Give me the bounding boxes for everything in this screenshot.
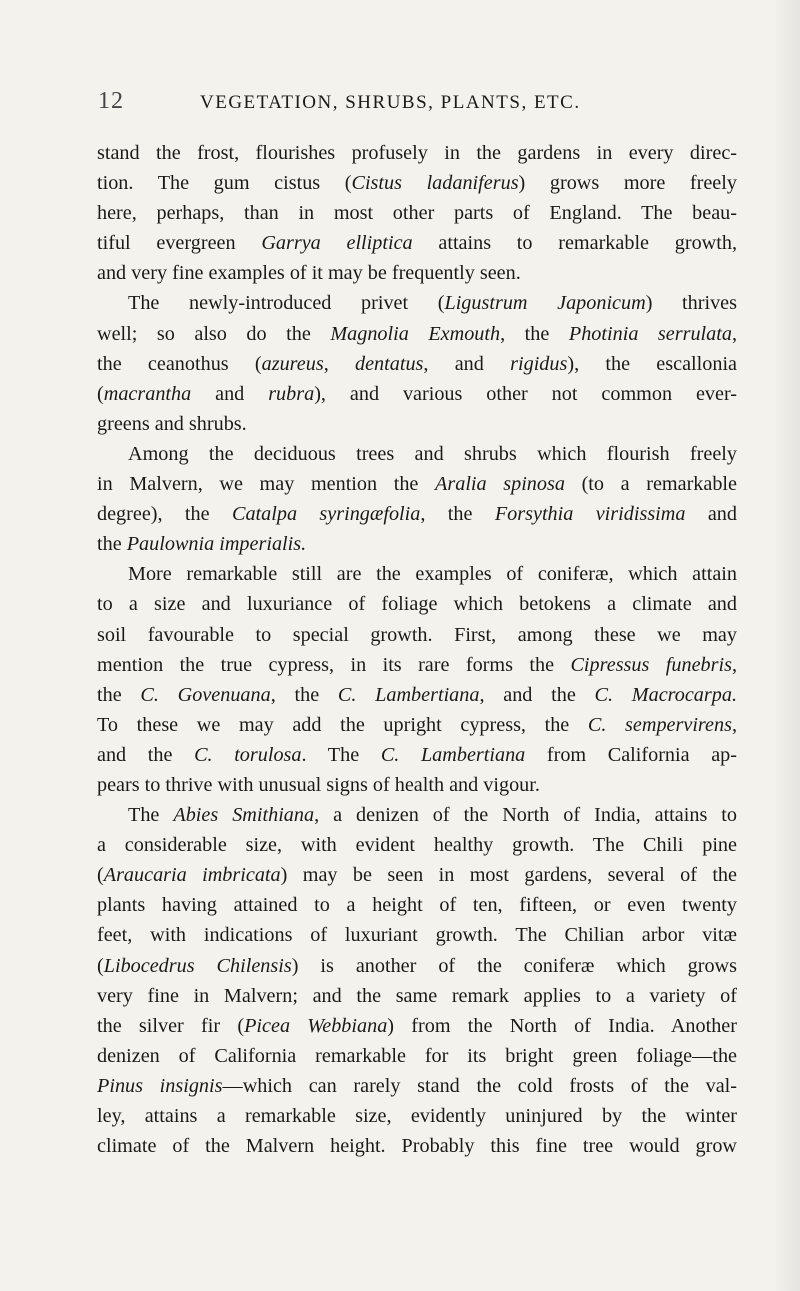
page-number: 12 [98, 88, 124, 114]
text-line [97, 529, 737, 559]
text-line [97, 710, 737, 740]
text-run: , the [270, 683, 338, 706]
text-run: the silver fir ( [97, 1014, 245, 1037]
text-run: the [97, 683, 141, 706]
italic-text: Aralia spinosa [435, 473, 565, 496]
italic-text: C. Govenuana [140, 683, 271, 706]
text-run: denizen of California remarkable for its bright green foliage—the [97, 1044, 737, 1067]
text-run: here, perhaps, than in most other parts of England. The beau- [97, 202, 737, 225]
italic-text: C. Lambertiana [337, 683, 480, 706]
text-run: pears to thrive with unusual signs of health and vigour. [97, 773, 540, 796]
text-run: , [731, 653, 737, 676]
text-run: a considerable size, with evident healthy growth. The Chili pine [97, 834, 737, 857]
text-run: stand the frost, flourishes profusely in the gardens in every direc- [97, 142, 737, 164]
text-run: very fine in Malvern; and the same remark applies to a variety of [97, 984, 737, 1007]
text-run: ) may be seen in most gardens, several of the [280, 864, 737, 887]
text-run: The newly-introduced privet ( [128, 292, 445, 315]
italic-text: Picea Webbiana [244, 1014, 388, 1037]
text-line [97, 198, 737, 228]
text-run: ) from the North of India. Another [387, 1014, 737, 1037]
text-run: plants having attained to a height of ten, fifteen, or even twenty [97, 894, 737, 917]
text-run: , the [420, 503, 495, 526]
text-line [97, 620, 737, 650]
text-run: Among the deciduous trees and shrubs which flourish freely [128, 442, 737, 465]
text-line [97, 740, 737, 770]
text-run: in Malvern, we may mention the [97, 473, 436, 496]
text-line [97, 168, 737, 198]
text-run: To these we may add the upright cypress, the [97, 713, 588, 736]
text-run: soil favourable to special growth. First, among these we may [97, 623, 737, 646]
text-line [97, 860, 737, 890]
text-run: tion. The gum cistus ( [97, 172, 352, 195]
text-run: , [731, 713, 737, 736]
text-run: , the [500, 322, 569, 345]
page-header [98, 88, 738, 118]
text-run: and the [97, 743, 195, 766]
text-run: ), and various other not common ever- [314, 382, 737, 405]
text-run: , and the [479, 683, 595, 706]
text-line [97, 319, 737, 349]
text-run: and very fine examples of it may be frequently seen. [97, 262, 521, 285]
text-run: (to a remarkable [564, 473, 737, 496]
italic-text: Ligustrum Japonicum [444, 292, 646, 315]
text-run: and [191, 382, 269, 405]
running-head: VEGETATION, SHRUBS, PLANTS, ETC. [200, 92, 581, 113]
text-line [97, 258, 737, 288]
text-line [97, 288, 737, 318]
italic-text: Photinia serrulata [568, 322, 732, 345]
italic-text: Cistus ladaniferus [351, 172, 519, 195]
text-run: ) grows more freely [518, 172, 737, 195]
text-run: the [97, 533, 127, 556]
italic-text: C. Lambertiana [380, 743, 526, 766]
text-line [97, 680, 737, 710]
text-run: , [731, 322, 737, 345]
text-line [97, 349, 737, 379]
text-run: , a denizen of the North of India, attains to [314, 804, 737, 827]
text-run: ), the escallonia [567, 352, 737, 375]
text-run: The [128, 804, 174, 827]
text-line [97, 1101, 737, 1131]
text-run: greens and shrubs. [97, 412, 247, 435]
italic-text: Paulownia imperialis. [126, 533, 307, 556]
italic-text: Pinus insignis [97, 1074, 223, 1097]
text-run: to a size and luxuriance of foliage which betokens a climate and [97, 593, 737, 616]
text-run: feet, with indications of luxuriant growth. The Chilian arbor vitæ [97, 924, 737, 947]
text-run: and [685, 503, 737, 526]
body-text [97, 138, 737, 1161]
text-line [97, 951, 737, 981]
text-line [97, 469, 737, 499]
text-run: well; so also do the [97, 322, 331, 345]
text-run: from California ap- [525, 743, 737, 766]
italic-text: Magnolia Exmouth [330, 322, 501, 345]
text-run: degree), the [97, 503, 232, 526]
text-run: the ceanothus ( [97, 352, 262, 375]
italic-text: rigidus [510, 352, 568, 375]
italic-text: rubra [268, 382, 315, 405]
text-line [97, 1011, 737, 1041]
text-line [97, 650, 737, 680]
text-line [97, 559, 737, 589]
italic-text: C. sempervirens [587, 713, 732, 736]
text-line [97, 439, 737, 469]
text-run: ( [97, 382, 104, 405]
text-run: ) thrives [645, 292, 737, 315]
text-line [97, 228, 737, 258]
text-run: , [323, 352, 355, 375]
text-line [97, 890, 737, 920]
text-run: ( [97, 954, 104, 977]
text-line [97, 589, 737, 619]
italic-text: Garrya elliptica [261, 232, 413, 255]
text-line [97, 830, 737, 860]
text-line [97, 1041, 737, 1071]
text-line [97, 409, 737, 439]
text-line [97, 499, 737, 529]
text-line [97, 920, 737, 950]
italic-text: Libocedrus Chilensis [103, 954, 292, 977]
text-run: attains to remarkable growth, [412, 232, 737, 255]
text-line [97, 138, 737, 168]
italic-text: Forsythia viridissima [494, 503, 686, 526]
text-run: ley, attains a remarkable size, evidently uninjured by the winter [97, 1105, 737, 1127]
text-run: —which can rarely stand the cold frosts of the val- [222, 1074, 737, 1097]
text-line [97, 800, 737, 830]
italic-text: dentatus [355, 352, 424, 375]
italic-text: Abies Smithiana [173, 804, 315, 827]
text-run: tiful evergreen [97, 232, 262, 255]
italic-text: Catalpa syringæfolia [231, 503, 421, 526]
italic-text: C. Macrocarpa. [594, 683, 737, 706]
text-run: ) is another of the coniferæ which grows [291, 954, 737, 977]
text-run: . The [301, 743, 381, 766]
italic-text: Cipressus funebris [570, 653, 732, 676]
italic-text: azureus [261, 352, 324, 375]
italic-text: C. torulosa [194, 743, 302, 766]
page-edge-shadow [772, 0, 800, 1291]
text-run: climate of the Malvern height. Probably this fine tree would grow [97, 1135, 737, 1158]
text-line [97, 1071, 737, 1101]
text-line [97, 379, 737, 409]
text-line [97, 1131, 737, 1161]
text-line [97, 770, 737, 800]
text-run: ( [97, 864, 104, 887]
italic-text: macrantha [103, 382, 192, 405]
text-line [97, 981, 737, 1011]
text-run: , and [423, 352, 511, 375]
text-run: More remarkable still are the examples of coniferæ, which attain [128, 563, 737, 586]
italic-text: Araucaria imbricata [103, 864, 281, 887]
text-run: mention the true cypress, in its rare forms the [97, 653, 571, 676]
